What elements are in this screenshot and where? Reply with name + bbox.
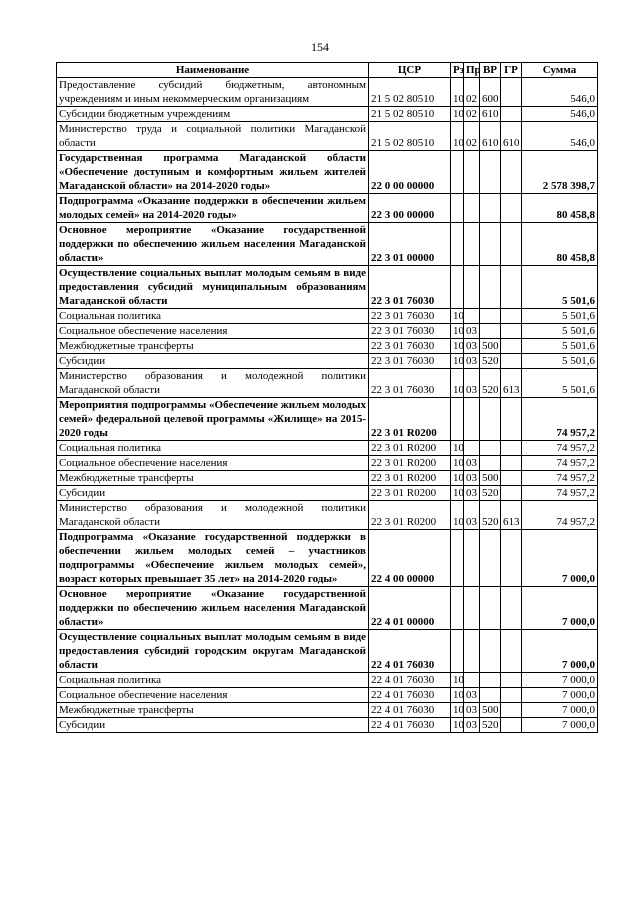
cell-sum: 7 000,0	[522, 718, 598, 733]
cell-pr: 03	[464, 471, 480, 486]
cell-vr: 520	[480, 486, 501, 501]
cell-rz: 10	[451, 486, 464, 501]
cell-sum: 5 501,6	[522, 369, 598, 398]
cell-csr: 22 4 01 00000	[369, 587, 451, 630]
cell-vr	[480, 441, 501, 456]
cell-rz	[451, 223, 464, 266]
table-row	[57, 78, 598, 107]
cell-csr: 22 3 01 76030	[369, 354, 451, 369]
cell-vr	[480, 398, 501, 441]
cell-csr: 22 3 01 76030	[369, 324, 451, 339]
table-row	[57, 501, 598, 530]
cell-csr: 22 3 01 R0200	[369, 398, 451, 441]
cell-csr: 22 3 00 00000	[369, 194, 451, 223]
cell-name: Социальное обеспечение населения	[57, 688, 369, 703]
cell-sum: 546,0	[522, 78, 598, 107]
cell-name: Социальное обеспечение населения	[57, 324, 369, 339]
cell-rz: 10	[451, 441, 464, 456]
cell-vr	[480, 673, 501, 688]
cell-pr: 03	[464, 688, 480, 703]
cell-csr: 22 3 01 76030	[369, 369, 451, 398]
cell-rz: 10	[451, 471, 464, 486]
cell-pr	[464, 309, 480, 324]
cell-gr	[501, 486, 522, 501]
cell-vr: 500	[480, 471, 501, 486]
table-row	[57, 266, 598, 309]
table-row	[57, 486, 598, 501]
cell-rz	[451, 398, 464, 441]
table-row	[57, 339, 598, 354]
cell-csr: 22 0 00 00000	[369, 151, 451, 194]
cell-pr: 03	[464, 718, 480, 733]
cell-gr	[501, 107, 522, 122]
cell-vr: 520	[480, 501, 501, 530]
cell-pr	[464, 530, 480, 587]
cell-rz: 10	[451, 309, 464, 324]
cell-csr: 22 3 01 R0200	[369, 441, 451, 456]
cell-name: Предоставление субсидий бюджетным, автономным учреждениям и иным некоммерческим организациям	[57, 78, 369, 107]
cell-csr: 22 4 01 76030	[369, 718, 451, 733]
cell-sum: 2 578 398,7	[522, 151, 598, 194]
column-header-sum: Сумма	[522, 63, 598, 78]
cell-vr: 520	[480, 718, 501, 733]
cell-name: Социальная политика	[57, 309, 369, 324]
table-row	[57, 151, 598, 194]
cell-rz: 10	[451, 369, 464, 398]
cell-sum: 74 957,2	[522, 471, 598, 486]
column-header-name: Наименование	[57, 63, 369, 78]
cell-rz: 10	[451, 688, 464, 703]
cell-name: Межбюджетные трансферты	[57, 471, 369, 486]
cell-csr: 22 4 01 76030	[369, 688, 451, 703]
cell-vr	[480, 587, 501, 630]
cell-gr	[501, 309, 522, 324]
cell-csr: 22 4 01 76030	[369, 630, 451, 673]
cell-sum: 74 957,2	[522, 456, 598, 471]
cell-sum: 7 000,0	[522, 587, 598, 630]
cell-pr: 02	[464, 107, 480, 122]
cell-sum: 80 458,8	[522, 194, 598, 223]
cell-vr	[480, 688, 501, 703]
table-row	[57, 587, 598, 630]
table-row	[57, 309, 598, 324]
cell-csr: 22 3 01 76030	[369, 339, 451, 354]
cell-sum: 80 458,8	[522, 223, 598, 266]
cell-name: Осуществление социальных выплат молодым семьям в виде предоставления субсидий муниципальным образованиям Магаданской области	[57, 266, 369, 309]
cell-gr	[501, 703, 522, 718]
cell-pr: 03	[464, 324, 480, 339]
cell-sum: 7 000,0	[522, 630, 598, 673]
table-row	[57, 530, 598, 587]
cell-csr: 22 4 01 76030	[369, 703, 451, 718]
cell-name: Министерство образования и молодежной политики Магаданской области	[57, 501, 369, 530]
cell-pr: 03	[464, 369, 480, 398]
table-row	[57, 223, 598, 266]
cell-name: Межбюджетные трансферты	[57, 703, 369, 718]
cell-gr	[501, 456, 522, 471]
cell-name: Субсидии бюджетным учреждениям	[57, 107, 369, 122]
cell-gr: 613	[501, 369, 522, 398]
page-number: 154	[311, 40, 329, 54]
table-row	[57, 369, 598, 398]
cell-name: Социальная политика	[57, 441, 369, 456]
table-row	[57, 718, 598, 733]
cell-pr	[464, 398, 480, 441]
table-row	[57, 441, 598, 456]
cell-sum: 7 000,0	[522, 703, 598, 718]
cell-vr	[480, 324, 501, 339]
cell-rz: 10	[451, 324, 464, 339]
cell-rz	[451, 151, 464, 194]
cell-sum: 5 501,6	[522, 354, 598, 369]
cell-gr	[501, 673, 522, 688]
cell-csr: 22 3 01 R0200	[369, 456, 451, 471]
cell-gr	[501, 151, 522, 194]
cell-csr: 21 5 02 80510	[369, 78, 451, 107]
cell-pr	[464, 194, 480, 223]
cell-csr: 22 3 01 R0200	[369, 471, 451, 486]
cell-name: Социальное обеспечение населения	[57, 456, 369, 471]
cell-rz	[451, 194, 464, 223]
cell-name: Субсидии	[57, 354, 369, 369]
cell-name: Основное мероприятие «Оказание государственной поддержки по обеспечению жильем населения Магаданской области»	[57, 223, 369, 266]
cell-csr: 22 3 01 76030	[369, 309, 451, 324]
table-row	[57, 456, 598, 471]
cell-gr	[501, 398, 522, 441]
cell-vr: 610	[480, 107, 501, 122]
cell-rz: 10	[451, 673, 464, 688]
cell-gr	[501, 78, 522, 107]
cell-rz: 10	[451, 339, 464, 354]
column-header-rz: Рз	[451, 63, 464, 78]
cell-vr: 500	[480, 339, 501, 354]
cell-vr	[480, 223, 501, 266]
cell-rz: 10	[451, 456, 464, 471]
cell-gr	[501, 441, 522, 456]
cell-csr: 21 5 02 80510	[369, 107, 451, 122]
cell-gr: 610	[501, 122, 522, 151]
table-row	[57, 471, 598, 486]
cell-gr	[501, 630, 522, 673]
cell-csr: 22 3 01 R0200	[369, 486, 451, 501]
cell-sum: 74 957,2	[522, 501, 598, 530]
table-row	[57, 630, 598, 673]
cell-gr	[501, 688, 522, 703]
cell-vr	[480, 530, 501, 587]
cell-name: Субсидии	[57, 486, 369, 501]
cell-sum: 74 957,2	[522, 441, 598, 456]
cell-rz	[451, 266, 464, 309]
cell-vr: 520	[480, 369, 501, 398]
cell-csr: 21 5 02 80510	[369, 122, 451, 151]
cell-gr	[501, 339, 522, 354]
budget-table	[56, 62, 598, 733]
cell-pr	[464, 441, 480, 456]
cell-pr: 03	[464, 339, 480, 354]
cell-pr: 03	[464, 486, 480, 501]
cell-pr: 02	[464, 78, 480, 107]
table-row	[57, 107, 598, 122]
column-header-gr: ГР	[501, 63, 522, 78]
cell-vr	[480, 151, 501, 194]
cell-sum: 7 000,0	[522, 530, 598, 587]
cell-gr: 613	[501, 501, 522, 530]
cell-name: Подпрограмма «Оказание поддержки в обеспечении жильем молодых семей» на 2014-2020 годы»	[57, 194, 369, 223]
cell-gr	[501, 266, 522, 309]
cell-vr: 500	[480, 703, 501, 718]
cell-gr	[501, 223, 522, 266]
cell-name: Подпрограмма «Оказание государственной поддержки в обеспечении жильем молодых семей – участников подпрограммы «Обеспечение жильем молодых семей», возраст которых превышает 35 лет» на 2014-2020 годы»	[57, 530, 369, 587]
cell-sum: 5 501,6	[522, 309, 598, 324]
cell-gr	[501, 471, 522, 486]
cell-csr: 22 4 00 00000	[369, 530, 451, 587]
cell-csr: 22 3 01 76030	[369, 266, 451, 309]
cell-name: Межбюджетные трансферты	[57, 339, 369, 354]
table-row	[57, 194, 598, 223]
cell-rz	[451, 530, 464, 587]
cell-vr: 520	[480, 354, 501, 369]
cell-name: Государственная программа Магаданской области «Обеспечение доступным и комфортным жильем жителей Магаданской области» на 2014-2020 годы»	[57, 151, 369, 194]
column-header-csr: ЦСР	[369, 63, 451, 78]
table-row	[57, 398, 598, 441]
cell-name: Осуществление социальных выплат молодым семьям в виде предоставления субсидий городским округам Магаданской области	[57, 630, 369, 673]
cell-pr: 03	[464, 456, 480, 471]
cell-pr: 02	[464, 122, 480, 151]
column-header-pr: Пр	[464, 63, 480, 78]
cell-vr	[480, 630, 501, 673]
cell-sum: 7 000,0	[522, 688, 598, 703]
cell-rz: 10	[451, 122, 464, 151]
cell-sum: 546,0	[522, 107, 598, 122]
cell-pr: 03	[464, 354, 480, 369]
cell-rz: 10	[451, 718, 464, 733]
cell-csr: 22 4 01 76030	[369, 673, 451, 688]
cell-sum: 5 501,6	[522, 324, 598, 339]
cell-vr	[480, 309, 501, 324]
cell-pr: 03	[464, 501, 480, 530]
table-row	[57, 703, 598, 718]
cell-sum: 74 957,2	[522, 398, 598, 441]
cell-pr: 03	[464, 703, 480, 718]
cell-sum: 5 501,6	[522, 339, 598, 354]
table-header-row	[57, 63, 598, 78]
cell-pr	[464, 266, 480, 309]
cell-rz: 10	[451, 501, 464, 530]
cell-pr	[464, 223, 480, 266]
table-row	[57, 354, 598, 369]
cell-sum: 5 501,6	[522, 266, 598, 309]
cell-rz: 10	[451, 703, 464, 718]
cell-rz: 10	[451, 354, 464, 369]
table-row	[57, 673, 598, 688]
table-row	[57, 122, 598, 151]
cell-name: Министерство образования и молодежной политики Магаданской области	[57, 369, 369, 398]
cell-vr	[480, 266, 501, 309]
cell-rz	[451, 587, 464, 630]
cell-pr	[464, 673, 480, 688]
cell-name: Министерство труда и социальной политики Магаданской области	[57, 122, 369, 151]
cell-name: Субсидии	[57, 718, 369, 733]
table-row	[57, 324, 598, 339]
cell-gr	[501, 194, 522, 223]
cell-name: Социальная политика	[57, 673, 369, 688]
table-row	[57, 688, 598, 703]
cell-csr: 22 3 01 R0200	[369, 501, 451, 530]
table-body	[57, 78, 598, 733]
cell-sum: 7 000,0	[522, 673, 598, 688]
cell-pr	[464, 630, 480, 673]
cell-gr	[501, 587, 522, 630]
cell-sum: 546,0	[522, 122, 598, 151]
cell-sum: 74 957,2	[522, 486, 598, 501]
cell-pr	[464, 151, 480, 194]
cell-vr: 610	[480, 122, 501, 151]
cell-vr: 600	[480, 78, 501, 107]
cell-vr	[480, 194, 501, 223]
cell-csr: 22 3 01 00000	[369, 223, 451, 266]
cell-gr	[501, 324, 522, 339]
cell-name: Основное мероприятие «Оказание государственной поддержки по обеспечению жильем населения Магаданской области»	[57, 587, 369, 630]
cell-gr	[501, 530, 522, 587]
cell-vr	[480, 456, 501, 471]
cell-rz	[451, 630, 464, 673]
cell-name: Мероприятия подпрограммы «Обеспечение жильем молодых семей» федеральной целевой программы «Жилище» на 2015-2020 годы	[57, 398, 369, 441]
cell-gr	[501, 718, 522, 733]
cell-rz: 10	[451, 78, 464, 107]
cell-pr	[464, 587, 480, 630]
cell-gr	[501, 354, 522, 369]
cell-rz: 10	[451, 107, 464, 122]
column-header-vr: ВР	[480, 63, 501, 78]
